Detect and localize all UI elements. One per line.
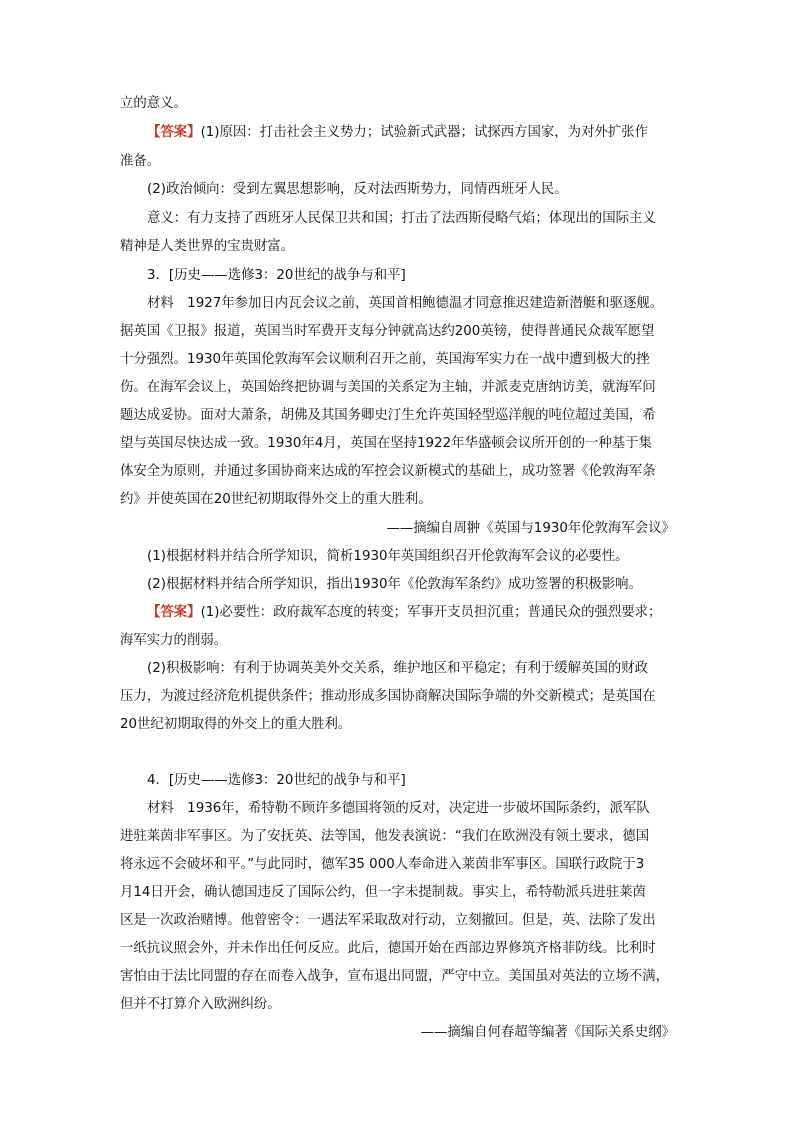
line-text: (2)政治倾向：受到左翼思想影响，反对法西斯势力，同情西班牙人民。 [147,182,568,197]
text-line [120,323,675,341]
text-line [147,267,675,285]
text-line [120,95,675,113]
line-text: (2)根据材料并结合所学知识，指出1930年《伦敦海军条约》成功签署的积极影响。 [147,577,642,592]
text-line [147,800,675,818]
line-text: 材料 1927年参加日内瓦会议之前，英国首相鲍德温才同意推迟建造新潜艇和驱逐舰。 [147,296,664,311]
line-text: 4．[历史——选修3：20世纪的战争与和平] [147,773,406,788]
text-line [147,548,675,566]
text-line [120,968,675,986]
text-line [147,576,675,594]
text-line [120,153,675,171]
line-text: (1)原因：打击社会主义势力；试验新式武器；试探西方国家，为对外扩张作 [200,125,649,140]
source-citation [120,520,675,538]
line-text: (1)必要性：政府裁军态度的转变；军事开支员担沉重；普通民众的强烈要求； [200,605,662,620]
line-text: 20世纪初期取得的外交上的重大胜利。 [120,717,352,732]
line-text: 月14日开会，确认德国违反了国际公约，但一字未提制裁。事实上，希特勒派兵进驻莱茵 [120,885,646,900]
line-text: 题达成妥协。面对大萧条，胡佛及其国务卿史汀生允许英国轻型巡洋舰的吨位超过美国，希 [120,408,656,423]
text-line [147,604,675,622]
text-line [120,884,675,902]
text-line [120,828,675,846]
line-text: 伤。在海军会议上，英国始终把协调与美国的关系定为主轴，并派麦克唐纳访美，就海军问 [120,380,656,395]
line-text: 据英国《卫报》报道，英国当时军费开支每分钟就高达约200英镑，使得普通民众裁军愿望 [120,324,655,339]
text-line [120,407,675,425]
line-text: 精神是人类世界的宝贵财富。 [120,239,295,254]
line-text: ——摘编自何春超等编著《国际关系史纲》 [420,1025,675,1040]
line-text: 十分强烈。1930年英国伦敦海军会议顺利召开之前，英国海军实力在一战中遭到极大的挫 [120,352,650,367]
text-line [120,856,675,874]
answer-tag: 【答案】 [147,605,201,620]
line-text: 意义：有力支持了西班牙人民保卫共和国；打击了法西斯侵略气焰；体现出的国际主义 [147,211,656,226]
answer-tag: 【答案】 [147,125,201,140]
text-line [147,660,675,678]
text-line [120,379,675,397]
line-text: ——摘编自周翀《英国与1930年伦敦海军会议》 [386,521,675,536]
text-line [120,351,675,369]
text-line [147,295,675,313]
text-line [120,435,675,453]
text-line [120,238,675,256]
text-line [120,940,675,958]
line-text: (2)积极影响：有利于协调英美外交关系，维护地区和平稳定；有利于缓解英国的财政 [147,661,649,676]
line-text: 压力，为渡过经济危机提供条件；推动形成多国协商解决国际争端的外交新模式；是英国在 [120,689,656,704]
line-text: 望与英国尽快达成一致。1930年4月，英国在坚持1922年华盛顿会议所开创的一种基于集 [120,436,652,451]
line-text: 但并不打算介入欧洲纠纷。 [120,997,281,1012]
source-citation [120,1024,675,1042]
line-text: 体安全为原则，并通过多国协商来达成的军控会议新模式的基础上，成功签署《伦敦海军条 [120,464,656,479]
text-line [120,632,675,650]
text-line [147,210,675,228]
text-line [120,688,675,706]
line-text: 害怕由于法比同盟的存在而卷入战争，宣布退出同盟，严守中立。美国虽对英法的立场不满， [120,969,670,984]
text-line [147,772,675,790]
line-text: 将永远不会破坏和平。”与此同时，德军35 000人奉命进入莱茵非军事区。国联行政院于3 [120,857,645,872]
text-line [120,463,675,481]
text-line [147,124,675,142]
line-text: 区是一次政治赌博。他曾密令：一遇法军采取敌对行动，立刻撤回。但是，英、法除了发出 [120,913,656,928]
line-text: (1)根据材料并结合所学知识，简析1930年英国组织召开伦敦海军会议的必要性。 [147,549,629,564]
line-text: 立的意义。 [120,96,187,111]
text-line [147,181,675,199]
line-text: 材料 1936年，希特勒不顾许多德国将领的反对，决定进一步破坏国际条约，派军队 [147,801,650,816]
text-line [120,996,675,1014]
text-line [120,716,675,734]
line-text: 3．[历史——选修3：20世纪的战争与和平] [147,268,406,283]
text-line [120,491,675,509]
line-text: 准备。 [120,154,161,169]
text-line [120,912,675,930]
line-text: 约》并使英国在20世纪初期取得外交上的重大胜利。 [120,492,432,507]
line-text: 海军实力的削弱。 [120,633,228,648]
line-text: 一纸抗议照会外，并未作出任何反应。此后，德国开始在西部边界修筑齐格菲防线。比利时 [120,941,656,956]
line-text: 进驻莱茵非军事区。为了安抚英、法等国，他发表演说：“我们在欧洲没有领土要求，德国 [120,829,650,844]
